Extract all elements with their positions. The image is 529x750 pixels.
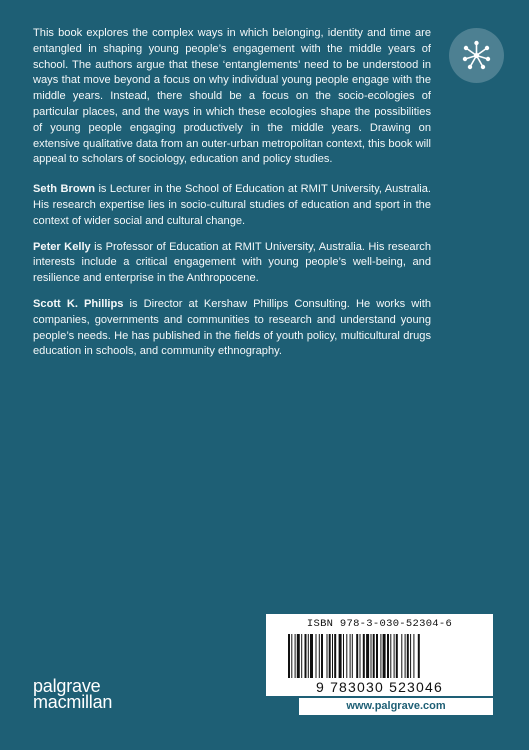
author-name: Peter Kelly [33, 240, 91, 253]
author-name: Seth Brown [33, 183, 96, 196]
isbn-label: ISBN 978-3-030-52304-6 [306, 618, 453, 630]
publisher-logo [33, 678, 112, 710]
author-bio-seth-brown [33, 182, 431, 229]
palgrave-hub-icon [449, 28, 504, 83]
author-bio-text: is Professor of Education at RMIT University, Australia. His research interests include a critical engagement with young people’s well-being, and resilience and enterprise in the Anthropocene. [33, 240, 431, 285]
barcode-bars [284, 634, 475, 678]
text-column [33, 26, 431, 370]
book-blurb: This book explores the complex ways in which belonging, identity and time are entangled in shaping young people’s engagement with the middle years of school. The authors argue that these ‘entanglements’ need to be understood in ways that move beyond a focus on why individual young people engage with the middle years. Instead, there should be a focus on the socio-ecologies of particular places, and the ways in which these ecologies shape the possibilities of young people engaging productively in the middle years. Drawing on extensive qualitative data from an outer-urban metropolitan context, this book will appeal to scholars of sociology, education and policy studies. [33, 27, 431, 166]
author-bio-text: is Director at Kershaw Phillips Consulting. He works with companies, governments and communities to research and understand young people’s needs. He has published in the fields of youth policy, multicultural drugs education in schools, and community ethnography. [33, 297, 431, 358]
author-name: Scott K. Phillips [33, 297, 124, 310]
author-bio-scott-phillips [33, 297, 431, 360]
publisher-line-1: palgrave [33, 676, 101, 696]
author-bio-text: is Lecturer in the School of Education at RMIT University, Australia. His research expertise lies in socio-cultural studies of education and sport in the context of wider social and cultural change. [33, 183, 432, 227]
publisher-line-2: macmillan [33, 692, 113, 712]
isbn-barcode [266, 614, 493, 696]
ean-digits: 9 783030 523046 [316, 679, 443, 695]
author-bio-peter-kelly [33, 240, 431, 287]
publisher-website[interactable]: www.palgrave.com [299, 698, 493, 715]
